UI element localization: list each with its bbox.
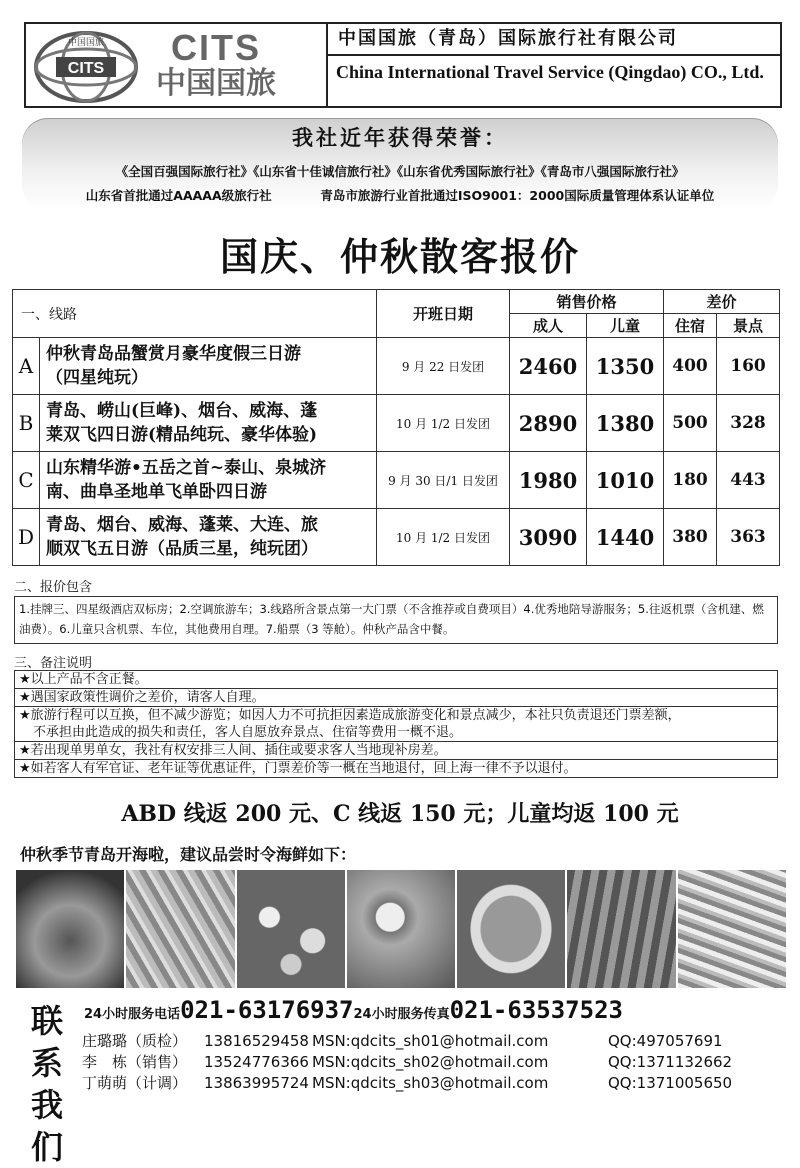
route-letter: A bbox=[13, 338, 40, 395]
lodging-diff: 500 bbox=[664, 395, 717, 452]
honors-line-1: 《全国百强国际旅行社》《山东省十佳诚信旅行社》《山东省优秀国际旅行社》《青岛市八强国际旅行社》 bbox=[115, 164, 685, 179]
col-route-header: 一、线路 bbox=[13, 290, 377, 338]
adult-price: 1980 bbox=[510, 452, 587, 509]
crab-photo bbox=[16, 870, 124, 988]
col-diff-header: 差价 bbox=[664, 290, 780, 314]
lodging-diff: 180 bbox=[664, 452, 717, 509]
note-item: ★若出现单男单女，我社有权安排三人间、插住或要求客人当地现补房差。 bbox=[15, 742, 777, 760]
route-name: 青岛、烟台、威海、蓬莱、大连、旅 顺双飞五日游（品质三星，纯玩团） bbox=[40, 509, 377, 566]
child-price: 1380 bbox=[587, 395, 664, 452]
honors-line-2b: 青岛市旅游行业首批通过ISO9001：2000国际质量管理体系认证单位 bbox=[320, 188, 715, 203]
table-row bbox=[13, 395, 780, 452]
departure-date: 10 月 1/2 日发团 bbox=[377, 509, 510, 566]
route-name: 青岛、崂山(巨峰)、烟台、威海、蓬 莱双飞四日游(精品纯玩、豪华体验) bbox=[40, 395, 377, 452]
honors-line-2 bbox=[28, 186, 772, 204]
person-name: 丁萌萌（计调） bbox=[82, 1074, 188, 1092]
company-name-block bbox=[328, 24, 780, 106]
contact-person bbox=[82, 1051, 732, 1072]
person-qq: QQ:1371005650 bbox=[608, 1074, 733, 1092]
conch-photo bbox=[237, 870, 345, 988]
person-tel: 13863995724 bbox=[204, 1074, 309, 1092]
honors-line-2a: 山东省首批通过AAAAA级旅行社 bbox=[85, 188, 272, 203]
notes-heading: 三、备注说明 bbox=[14, 656, 93, 671]
note-item: ★如若客人有军官证、老年证等优惠证件，门票差价等一概在当地退付，回上海一律不予以退付。 bbox=[19, 761, 577, 776]
scenic-diff: 363 bbox=[717, 509, 780, 566]
departure-date: 9 月 30 日/1 日发团 bbox=[377, 452, 510, 509]
logo-circle-text: CITS bbox=[67, 60, 105, 77]
child-price: 1350 bbox=[587, 338, 664, 395]
adult-price: 2460 bbox=[510, 338, 587, 395]
col-adult-header: 成人 bbox=[510, 314, 587, 338]
route-letter: D bbox=[13, 509, 40, 566]
adult-price: 3090 bbox=[510, 509, 587, 566]
rebate-notice: ABD 线返 200 元、C 线返 150 元；儿童均返 100 元 bbox=[121, 801, 679, 827]
person-msn[interactable]: MSN:qdcits_sh01@hotmail.com bbox=[312, 1032, 549, 1050]
logo-brand: CITS bbox=[170, 27, 261, 68]
fax-label: 24小时服务传真 bbox=[353, 1007, 450, 1022]
company-name-en: China International Travel Service (Qingdao) CO., Ltd. bbox=[336, 62, 764, 82]
phone-label: 24小时服务电话 bbox=[84, 1007, 181, 1022]
includes-box: 1.挂牌三、四星级酒店双标房；2.空调旅游车；3.线路所含景点第一大门票（不含推荐或自费项目）4.优秀地陪导游服务；5.往返机票（含机建、燃油费）。6.儿童只含机票、车位，其他费用自理。7.船票（3 等舱）。仲秋产品含中餐。 bbox=[14, 596, 778, 644]
adult-price: 2890 bbox=[510, 395, 587, 452]
company-name-cn: 中国国旅（青岛）国际旅行社有限公司 bbox=[328, 24, 780, 56]
col-scenic-header: 景点 bbox=[717, 314, 780, 338]
route-letter: C bbox=[13, 452, 40, 509]
contact-us-label bbox=[18, 1000, 76, 1168]
route-name: 山东精华游•五岳之首~泰山、泉城济 南、曲阜圣地单飞单卧四日游 bbox=[40, 452, 377, 509]
page-title: 国庆、仲秋散客报价 bbox=[219, 234, 580, 279]
scenic-diff: 160 bbox=[717, 338, 780, 395]
globe-logo-icon bbox=[30, 27, 150, 103]
col-price-header: 销售价格 bbox=[510, 290, 664, 314]
route-name: 仲秋青岛品蟹赏月豪华度假三日游 （四星纯玩） bbox=[40, 338, 377, 395]
contact-person bbox=[82, 1072, 732, 1093]
table-row bbox=[13, 338, 780, 395]
logo-cn: 中国国旅 bbox=[156, 66, 276, 101]
logo-circle-top: 中国国旅 bbox=[67, 38, 105, 48]
route-letter: B bbox=[13, 395, 40, 452]
notes-box bbox=[14, 670, 778, 778]
company-header bbox=[24, 22, 782, 108]
child-price: 1010 bbox=[587, 452, 664, 509]
note-item: ★以上产品不含正餐。 bbox=[15, 671, 777, 689]
table-row bbox=[13, 452, 780, 509]
seafood-title: 仲秋季节青岛开海啦，建议品尝时令海鲜如下： bbox=[20, 845, 357, 864]
logo-area bbox=[26, 24, 328, 106]
table-row bbox=[13, 509, 780, 566]
child-price: 1440 bbox=[587, 509, 664, 566]
honors-title: 我社近年获得荣誉： bbox=[292, 126, 508, 150]
lodging-diff: 400 bbox=[664, 338, 717, 395]
scenic-diff: 443 bbox=[717, 452, 780, 509]
shrimp-photo bbox=[126, 870, 234, 988]
scenic-diff: 328 bbox=[717, 395, 780, 452]
honors-banner bbox=[22, 118, 778, 210]
clam-photo bbox=[347, 870, 455, 988]
squid-photo bbox=[678, 870, 786, 988]
note-item: ★旅游行程可以互换，但不减少游览；如因人力不可抗拒因素造成旅游变化和景点减少，本社只负责退还门票差额， bbox=[19, 708, 681, 723]
price-table bbox=[12, 289, 780, 566]
includes-heading: 二、报价包含 bbox=[14, 580, 93, 595]
note-item: ★遇国家政策性调价之差价，请客人自理。 bbox=[15, 689, 777, 707]
fax-number: 021-63537523 bbox=[449, 996, 623, 1024]
person-qq: QQ:1371132662 bbox=[608, 1053, 733, 1071]
lodging-diff: 380 bbox=[664, 509, 717, 566]
departure-date: 10 月 1/2 日发团 bbox=[377, 395, 510, 452]
contact-big-1: 联系 bbox=[30, 1002, 63, 1082]
seafood-photos bbox=[16, 870, 786, 988]
person-msn[interactable]: MSN:qdcits_sh02@hotmail.com bbox=[312, 1053, 549, 1071]
col-child-header: 儿童 bbox=[587, 314, 664, 338]
service-line bbox=[84, 996, 623, 1024]
phone-number: 021-63176937 bbox=[180, 996, 354, 1024]
person-qq: QQ:497057691 bbox=[608, 1032, 723, 1050]
person-tel: 13816529458 bbox=[204, 1032, 309, 1050]
note-item: 不承担由此造成的损失和责任，客人自愿放弃景点、住宿等费用一概不退。 bbox=[15, 724, 777, 742]
mantis-shrimp-photo bbox=[567, 870, 675, 988]
seafood-plate-photo bbox=[457, 870, 565, 988]
col-lodging-header: 住宿 bbox=[664, 314, 717, 338]
contact-person bbox=[82, 1030, 723, 1051]
col-date-header: 开班日期 bbox=[377, 290, 510, 338]
departure-date: 9 月 22 日发团 bbox=[377, 338, 510, 395]
person-msn[interactable]: MSN:qdcits_sh03@hotmail.com bbox=[312, 1074, 549, 1092]
person-name: 李 栋（销售） bbox=[82, 1053, 188, 1071]
person-name: 庄璐璐（质检） bbox=[82, 1032, 188, 1050]
contact-big-2: 我们 bbox=[30, 1086, 63, 1166]
person-tel: 13524776366 bbox=[204, 1053, 309, 1071]
